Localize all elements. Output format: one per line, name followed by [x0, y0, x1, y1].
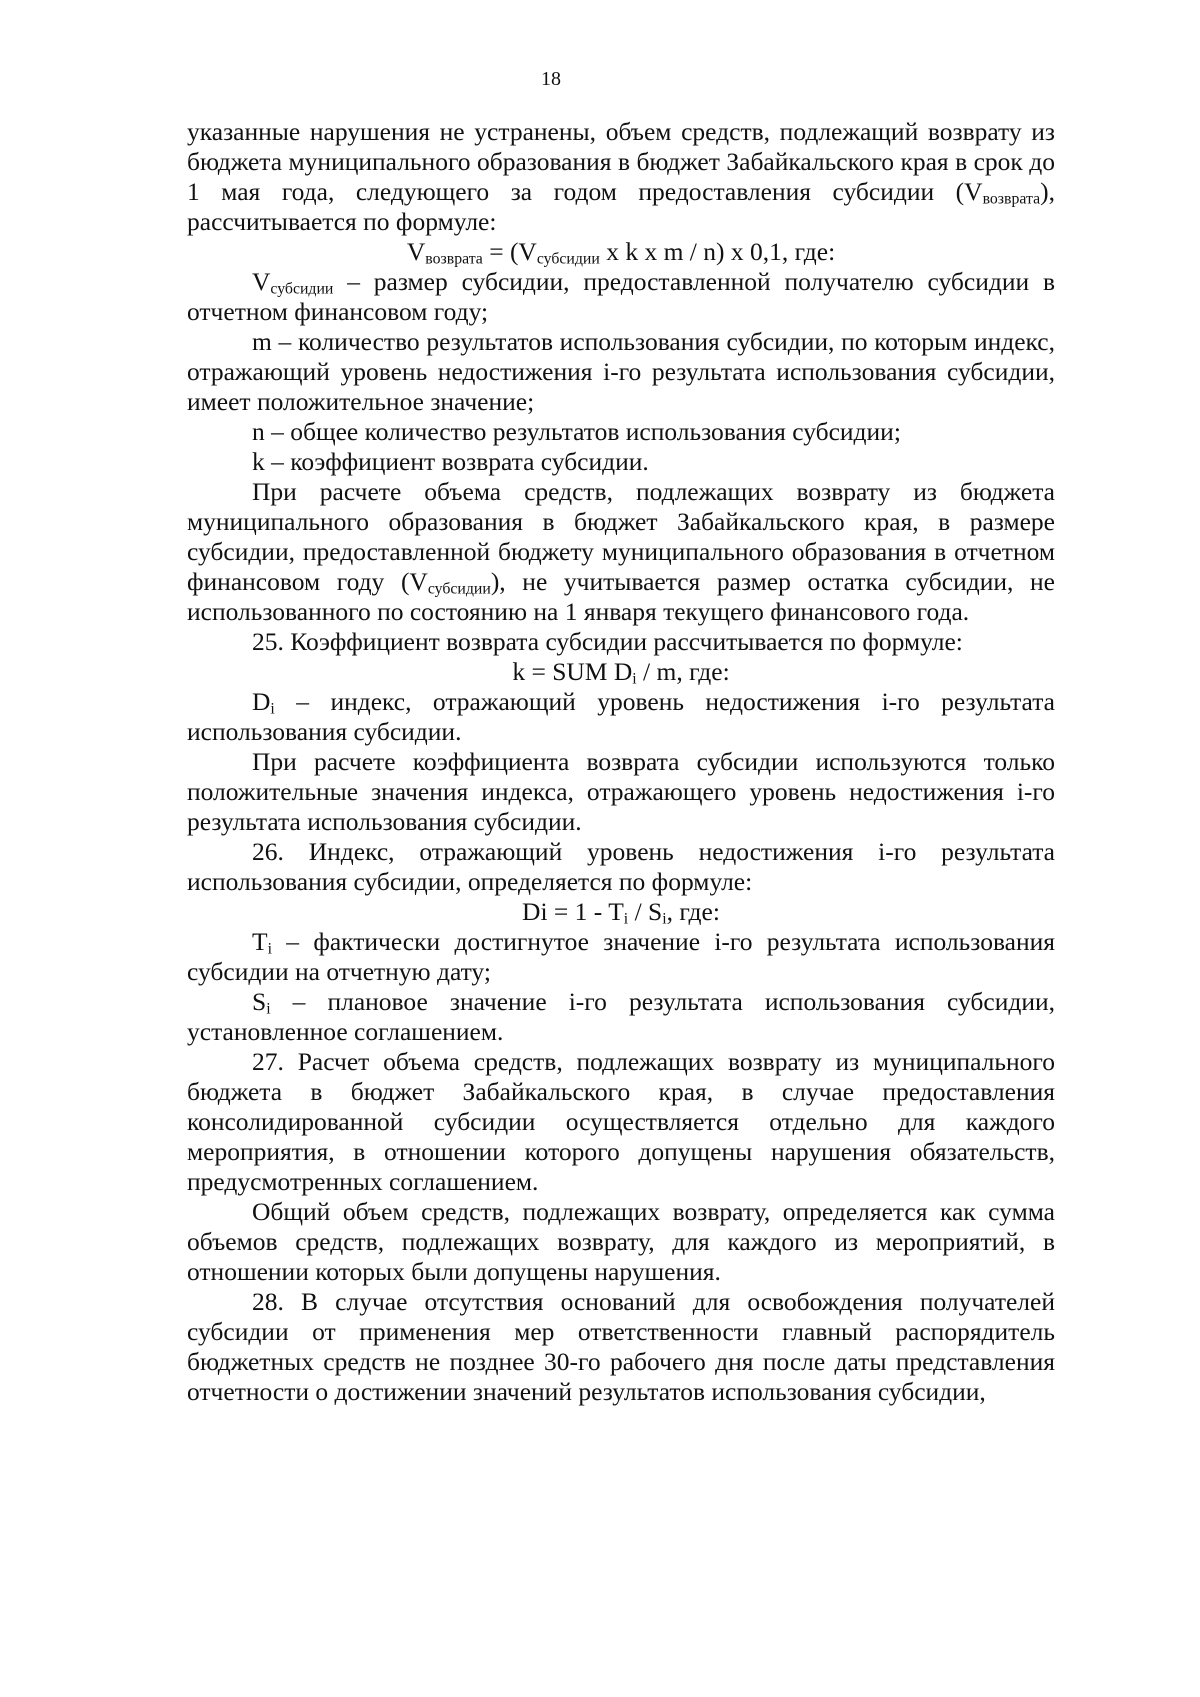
page-number: 18 — [541, 68, 561, 90]
formula-coefficient: k = SUM $D_i$ / m, где: — [512, 657, 730, 688]
formula-return-volume: $V_{возврата} = (V_{субсидии}$ x k x m / n) x 0,1, где: — [406, 237, 836, 268]
paragraph-calculation-note: При расчете объема средств, подлежащих возврату из бюджета муниципального образования в бюджет Забайкальского края, в размере субсидии, предоставленной бюджету муниципального образования в отчетном финансовом году $(V_{субсидии})$, не учитывается размер остатка субсидии, не использованного по состоянию на 1 января текущего финансового года. — [187, 477, 1055, 626]
paragraph-total-volume: Общий объем средств, подлежащих возврату, определяется как сумма объемов средств, подлежащих возврату, для каждого из мероприятий, в отношении которых были допущены нарушения. — [187, 1197, 1055, 1286]
clause-27: 27. Расчет объема средств, подлежащих возврату из муниципального бюджета в бюджет Забайкальского края, в случае предоставления консолидированной субсидии осуществляется отдельно для каждого мероприятия, в отношении которого допущены нарушения обязательств, предусмотренных соглашением. — [187, 1047, 1055, 1196]
paragraph-return-volume-intro: указанные нарушения не устранены, объем средств, подлежащий возврату из бюджета муниципального образования в бюджет Забайкальского края в срок до 1 мая года, следующего за годом предоставления субсидии $(V_{возврата})$, рассчитывается по формуле: — [187, 117, 1055, 236]
definition-di: $D_i$ – индекс, отражающий уровень недостижения i-го результата использования субсидии. — [187, 687, 1055, 746]
definition-m: m – количество результатов использования субсидии, по которым индекс, отражающий уровень недостижения i-го результата использования субсидии, имеет положительное значение; — [187, 327, 1055, 416]
formula-index: $Di = 1 - T_i / S_i$, где: — [522, 897, 720, 928]
clause-25: 25. Коэффициент возврата субсидии рассчитывается по формуле: — [252, 627, 963, 656]
clause-26: 26. Индекс, отражающий уровень недостижения i-го результата использования субсидии, определяется по формуле: — [187, 837, 1055, 896]
definition-si: $S_i$ – плановое значение i-го результата использования субсидии, установленное соглашением. — [187, 987, 1055, 1046]
definition-k: k – коэффициент возврата субсидии. — [252, 447, 649, 476]
definition-n: n – общее количество результатов использования субсидии; — [252, 417, 901, 446]
clause-28: 28. В случае отсутствия оснований для освобождения получателей субсидии от применения мер ответственности главный распорядитель бюджетных средств не позднее 30-го рабочего дня после даты представления отчетности о достижении значений результатов использования субсидии, — [187, 1287, 1055, 1406]
definition-ti: $T_i$ – фактически достигнутое значение i-го результата использования субсидии на отчетную дату; — [187, 927, 1055, 986]
paragraph-positive-values: При расчете коэффициента возврата субсидии используются только положительные значения индекса, отражающего уровень недостижения i-го результата использования субсидии. — [187, 747, 1055, 836]
definition-v-subsidy: $V_{субсидии}$ – размер субсидии, предоставленной получателю субсидии в отчетном финансовом году; — [187, 267, 1055, 326]
document-body — [187, 117, 1055, 1407]
